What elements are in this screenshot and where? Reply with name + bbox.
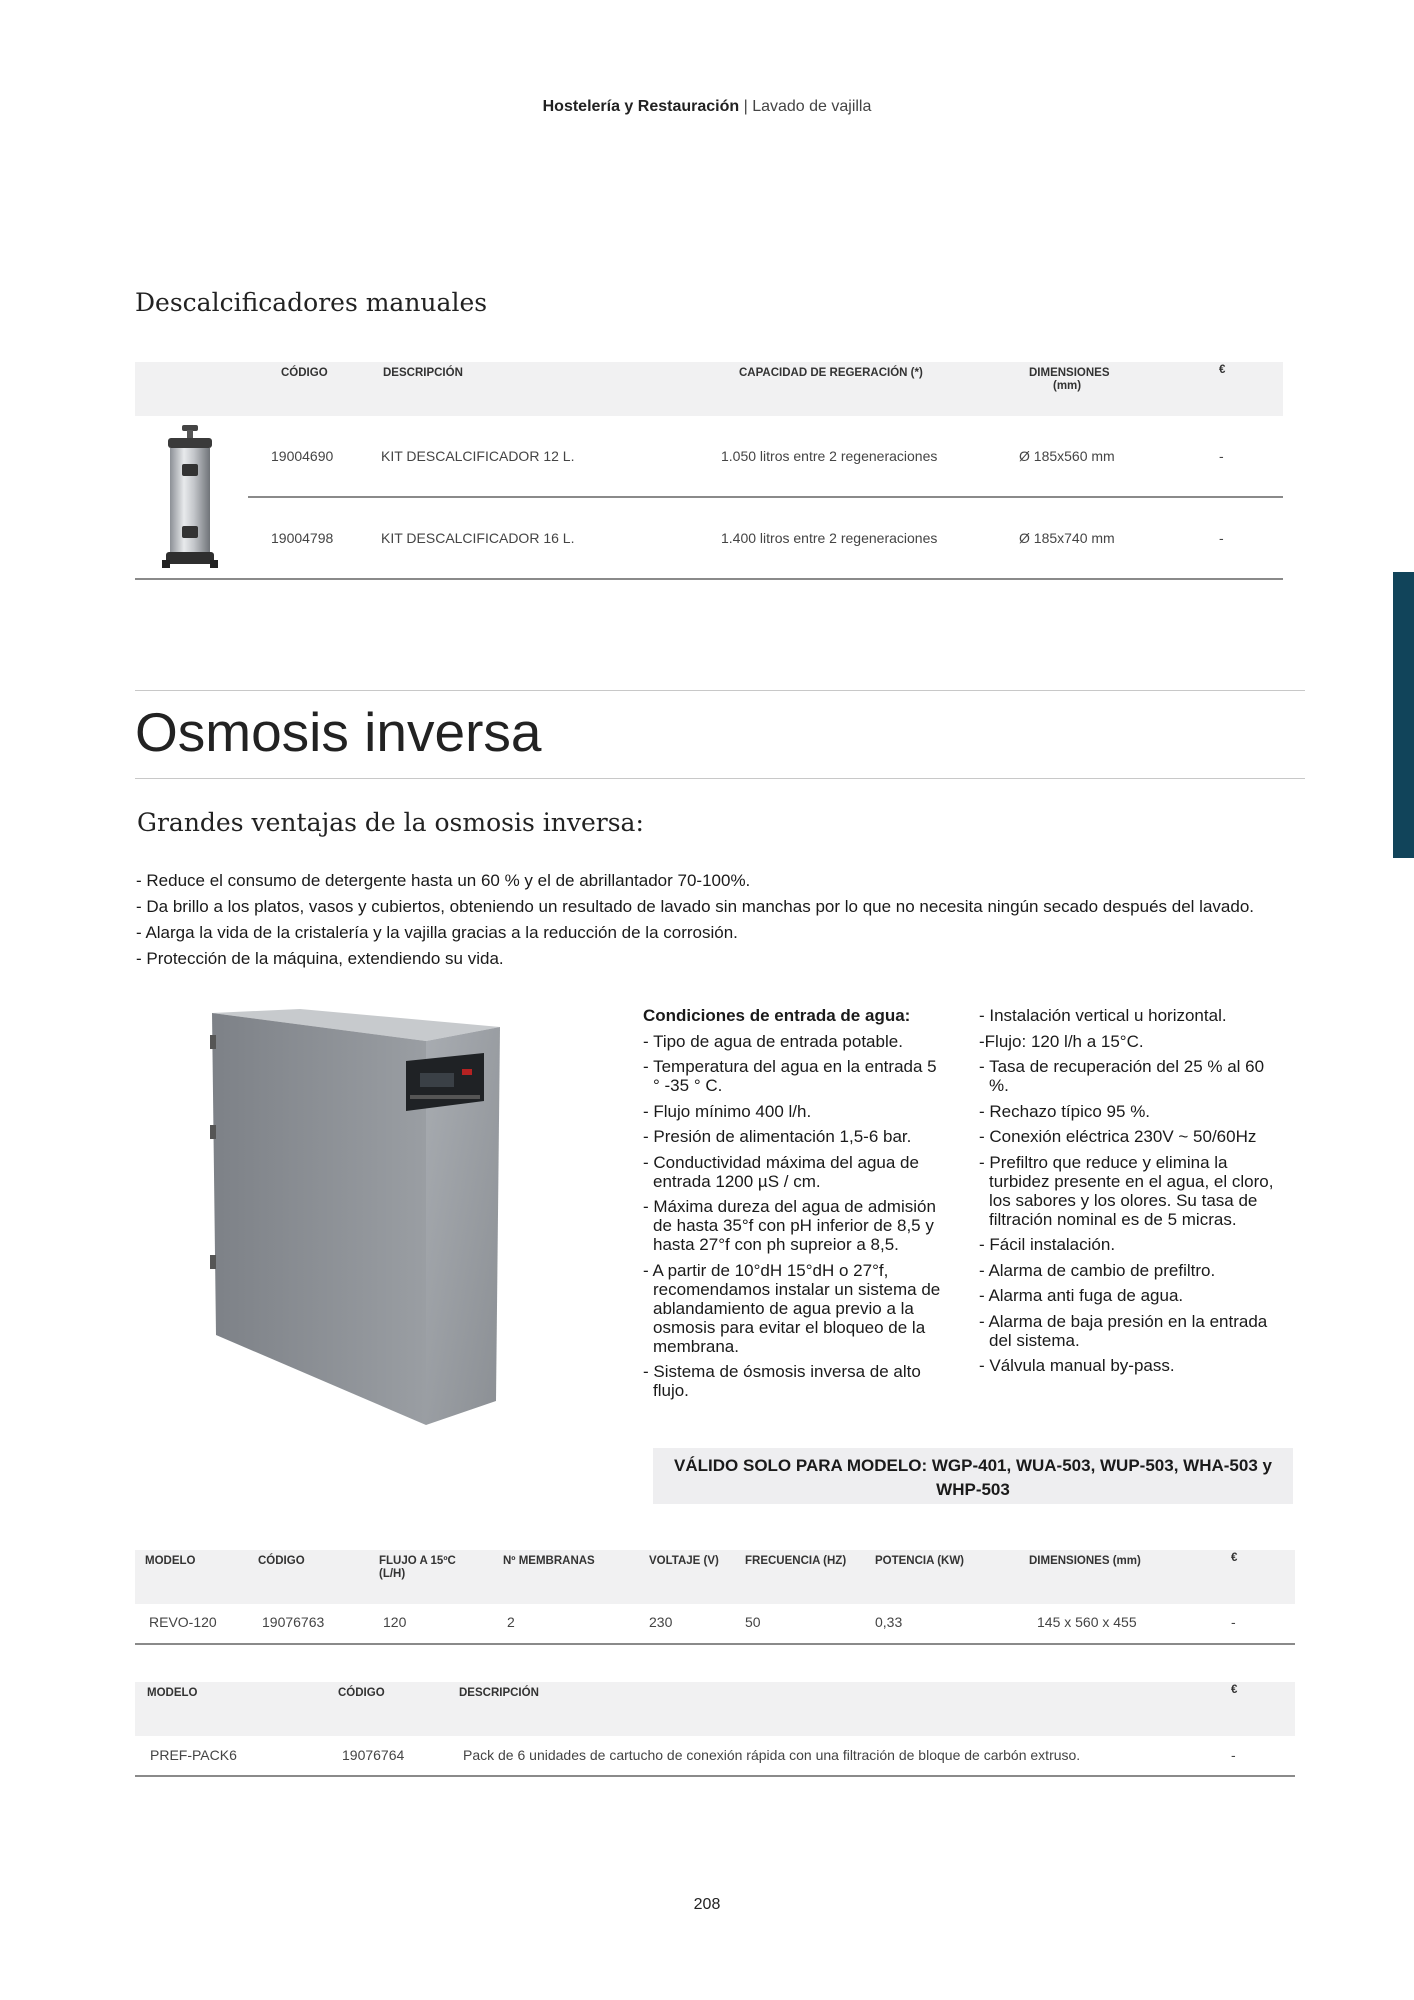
col-frecuencia: FRECUENCIA (HZ) [745,1555,847,1567]
descal-table-header [135,362,1283,416]
table-bottom-rule [135,1643,1295,1645]
osmosis-subtitle: Grandes ventajas de la osmosis inversa: [137,808,644,837]
page-number: 208 [693,1896,721,1913]
conditions-title: Condiciones de entrada de agua: [643,1006,911,1025]
col-membranas: Nº MEMBRANAS [503,1555,595,1567]
row-divider [248,496,1283,498]
list-item: - Tipo de agua de entrada potable. [643,1031,903,1051]
table-bottom-rule [135,578,1283,580]
cell-codigo: 19004690 [271,448,334,464]
list-item: - Tasa de recuperación del 25 % al 60 %. [979,1057,1265,1095]
model-validity-notice: VÁLIDO SOLO PARA MODELO: WGP-401, WUA-503, WUP-503, WHA-503 y WHP-503 [653,1448,1293,1504]
col-dimensiones: DIMENSIONES [1029,367,1110,379]
col-capacidad: CAPACIDAD DE REGERACIÓN (*) [739,367,923,379]
col-codigo: CÓDIGO [258,1555,305,1567]
cell-precio: - [1219,530,1224,546]
title-top-rule [135,690,1305,691]
cell-frecuencia: 50 [745,1614,761,1630]
cell-modelo: PREF-PACK6 [150,1747,237,1763]
col-precio: € [1231,1552,1238,1564]
cell-dimensiones: 145 x 560 x 455 [1037,1614,1137,1630]
list-item: - Reduce el consumo de detergente hasta un 60 % y el de abrillantador 70-100%. [136,871,751,890]
list-item: - Conductividad máxima del agua de entrada 1200 µS / cm. [643,1152,919,1191]
col-precio: € [1231,1684,1238,1696]
cell-voltaje: 230 [649,1614,673,1630]
list-item: -Flujo: 120 l/h a 15°C. [979,1031,1144,1051]
list-item: - Instalación vertical u horizontal. [979,1006,1227,1025]
col-modelo: MODELO [145,1555,196,1567]
chapter-tab [1393,572,1414,858]
osmosis-title: Osmosis inversa [135,701,542,763]
cell-modelo: REVO-120 [149,1614,217,1630]
list-item: - Da brillo a los platos, vasos y cubiertos, obteniendo un resultado de lavado sin manchas por lo que no necesita ningún secado después del lavado. [136,897,1254,916]
cell-membranas: 2 [507,1614,515,1630]
table-row [135,1747,1295,1767]
header-separator: | [739,98,753,115]
col-potencia: POTENCIA (KW) [875,1555,965,1567]
cell-codigo: 19004798 [271,530,334,546]
cell-precio: - [1219,448,1224,464]
list-item: - Conexión eléctrica 230V ~ 50/60Hz [979,1127,1257,1146]
list-item: - Alarma de cambio de prefiltro. [979,1260,1216,1280]
col-codigo: CÓDIGO [281,367,328,379]
cell-dimensiones: Ø 185x560 mm [1019,448,1115,464]
list-item: - Máxima dureza del agua de admisión de hasta 35°f con pH inferior de 8,5 y hasta 27°f con ph supreior a 8,5. [643,1197,936,1254]
cell-codigo: 19076763 [262,1614,325,1630]
list-item: - Rechazo típico 95 %. [979,1101,1151,1121]
osmosis-unit-image [200,1005,506,1435]
col-flujo: FLUJO A 15ºC [379,1555,456,1567]
table-row [135,448,1283,468]
conditions-column [643,1006,943,1407]
cell-flujo: 120 [383,1614,407,1630]
cell-capacidad: 1.050 litros entre 2 regeneraciones [721,448,938,464]
list-item: - Sistema de ósmosis inversa de alto flujo. [643,1362,921,1400]
header-subsection: Lavado de vajilla [752,98,872,115]
cell-descripcion: Pack de 6 unidades de cartucho de conexión rápida con una filtración de bloque de carbón extruso. [463,1747,1081,1763]
cell-precio: - [1231,1747,1236,1763]
prefilter-table-header [135,1682,1295,1736]
title-bottom-rule [135,778,1305,779]
table-row [135,530,1283,550]
col-precio: € [1219,364,1226,376]
descal-title: Descalcificadores manuales [135,288,488,317]
cell-codigo: 19076764 [342,1747,405,1763]
list-item: - Prefiltro que reduce y elimina la turbidez presente en el agua, el cloro, los sabores y los olores. Su tasa de filtración nominal es de 5 micras. [979,1152,1274,1229]
list-item: - Presión de alimentación 1,5-6 bar. [643,1127,912,1146]
features-column [979,1006,1279,1382]
cell-precio: - [1231,1614,1236,1630]
col-dimensiones-unit: (mm) [1053,380,1082,392]
col-modelo: MODELO [147,1687,198,1699]
list-item: - Alarma anti fuga de agua. [979,1286,1184,1305]
list-item: - Protección de la máquina, extendiendo su vida. [136,949,504,968]
list-item: - Alarma de baja presión en la entrada del sistema. [979,1311,1268,1350]
table-bottom-rule [135,1775,1295,1777]
cell-capacidad: 1.400 litros entre 2 regeneraciones [721,530,938,546]
col-codigo: CÓDIGO [338,1687,385,1699]
list-item: - Flujo mínimo 400 l/h. [643,1101,812,1121]
list-item: - Temperatura del agua en la entrada 5 ° -35 ° C. [643,1057,937,1095]
cell-descripcion: KIT DESCALCIFICADOR 16 L. [381,530,575,546]
list-item: - Fácil instalación. [979,1235,1116,1254]
col-dimensiones: DIMENSIONES (mm) [1029,1555,1141,1567]
list-item: - Válvula manual by-pass. [979,1356,1175,1375]
cell-potencia: 0,33 [875,1614,903,1630]
osmosis-table-header [135,1550,1295,1604]
list-item: - Alarga la vida de la cristalería y la vajilla gracias a la reducción de la corrosión. [136,923,738,942]
header-section: Hostelería y Restauración [542,98,740,115]
col-descripcion: DESCRIPCIÓN [383,367,463,379]
table-row [135,1614,1295,1634]
advantages-list [136,871,1276,975]
col-voltaje: VOLTAJE (V) [649,1555,719,1567]
list-item: - A partir de 10°dH 15°dH o 27°f, recomendamos instalar un sistema de ablandamiento de agua previo a la osmosis para evitar el bloqueo de la membrana. [643,1260,941,1356]
page-header [0,98,1414,116]
col-flujo-unit: (L/H) [379,1568,406,1580]
cell-dimensiones: Ø 185x740 mm [1019,530,1115,546]
cell-descripcion: KIT DESCALCIFICADOR 12 L. [381,448,575,464]
col-descripcion: DESCRIPCIÓN [459,1687,539,1699]
